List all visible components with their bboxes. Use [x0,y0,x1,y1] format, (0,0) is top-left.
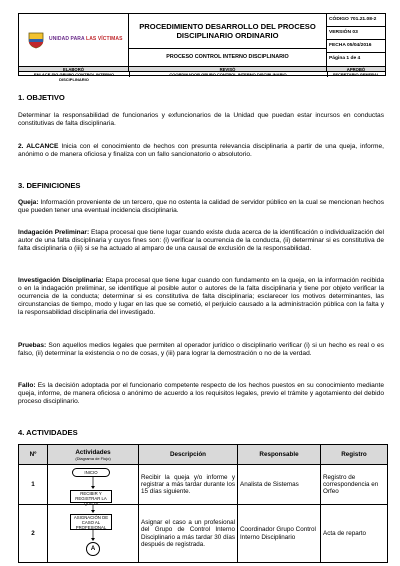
row-number: 1 [19,465,48,505]
flow-arrow-icon [90,505,96,514]
row-record: Registro de correspondencia en Orfeo [321,465,388,505]
definition-term: Queja: [18,199,39,206]
flow-step-receive: RECIBIR Y REGISTRAR LA QUEJA [70,490,112,503]
flow-start: INICIO [72,468,110,477]
flow-cell [48,465,139,505]
definition-queja [18,199,384,215]
logo-cell [19,14,129,66]
definition-term: Investigación Disciplinaria: [18,277,104,284]
row-responsible: Analista de Sistemas [238,465,321,505]
definition-text: Etapa procesal que tiene lugar cuando con fundamento en la queja, en la información recibida o en la indagación preliminar, se identifique al posible autor o autores de la falta disciplinaria y tiene por objeto verificar la ocurrencia de la conducta; determinar si es constitutiva de falta disciplinaria; esclarecer los motivos determinantes, las circunstancias de tiempo, modo y lugar en las que se cometió, el perjuicio causado a la administración pública con la falta y la responsabilidad disciplinaria del investigado. [18,277,384,317]
role-head-elaboro: ELABORÓ [19,67,129,72]
document-date: FECHA 05/04/2016 [327,40,385,53]
definition-text: Es la decisión adoptada por el funcionario competente respecto de los hechos puestos en su conocimiento mediante queja, informe, de manera oficiosa o anónimo de acuerdo a los requisitos legales, previo el trámite y agotamiento del debido proceso disciplinario. [18,382,384,406]
coat-of-arms-icon [26,30,46,50]
flow-arrow-icon [90,530,96,542]
section-objetivo-text: Determinar la responsabilidad de funcionarios y exfuncionarios de la Unidad que puedan estar incursos en conductas constitutivas de falta disciplinaria. [18,112,384,128]
col-activities-sublabel: (Diagrama de Flujo) [75,455,111,461]
definition-text: Son aquellos medios legales que permiten al operador jurídico o disciplinario verificar (i) si un hecho es real o es falso, (ii) determinar la existencia o no de cosas, y (iii) para lograr la demostración o no de la verdad. [18,342,384,358]
document-code: CÓDIGO 701.21.08-2 [327,14,385,27]
document-meta [327,14,385,66]
approval-roles [19,66,385,82]
role-value-reviso: COORDINADOR GRUPO CONTROL INTERNO DISCIPLINARIO [129,72,328,77]
table-header-row [19,445,388,465]
definition-term: Indagación Preliminar: [18,229,90,236]
section-actividades-title: 4. ACTIVIDADES [18,428,78,437]
role-value-aprobo: SECRETARIO GENERAL [332,72,380,77]
row-description: Asignar el caso a un profesional del Grupo de Control Interno Disciplinario a más tardar 30 días después de registrada. [139,505,238,563]
col-activities-label: Actividades [75,448,111,456]
activities-table [18,444,388,563]
row-description: Recibir la queja y/o informe y registrar a más tardar durante los 15 días siguiente. [139,465,238,505]
definition-investigacion [18,277,384,317]
document-header [18,13,386,82]
brand-text [49,36,123,42]
col-activities [48,445,139,465]
role-head-reviso: REVISÓ [129,67,327,72]
row-responsible: Coordinador Grupo Control Interno Disciplinario [238,505,321,563]
alcance-text: Inicia con el conocimiento de hechos con presunta relevancia disciplinaria a partir de una queja, informe, anónimo o de manera oficiosa y finaliza con un fallo sancionatorio o absolutorio. [18,143,384,159]
document-subtitle: PROCESO CONTROL INTERNO DISCIPLINARIO [129,49,327,66]
flow-step-assign: ASIGNACIÓN DE CASO AL PROFESIONAL [70,514,112,530]
definition-text: Etapa procesal que tiene lugar cuando existe duda acerca de la identificación o individualización del autor de una falta disciplinaria y cuyos fines son: (i) verificar la ocurrencia de la conducta, (ii) determinar si es constitutiva de falta disciplinaria o (iii) si se ha actuado al amparo de una causal de exclusión de la responsabilidad. [18,229,384,253]
flow-arrow-icon [90,477,96,490]
col-responsible: Responsable [238,445,321,465]
flow-cell [48,505,139,563]
row-record: Acta de reparto [321,505,388,563]
brand-prefix: UNIDAD PARA [49,36,87,42]
col-description: Descripción [139,445,238,465]
col-num: Nº [19,445,48,465]
definition-pruebas [18,342,384,358]
table-row [19,465,388,505]
section-alcance [18,143,384,159]
document-version: VERSIÓN 03 [327,27,385,40]
role-value-elaboro: ENLACE SIG GRUPO CONTROL INTERNO DISCIPLINARIO [19,72,130,77]
definition-term: Pruebas: [18,342,47,349]
role-head-aprobo: APROBÓ [327,67,385,72]
definition-term: Fallo: [18,382,36,389]
page-number: Página 1 de 4 [329,56,361,61]
section-definiciones-title: 3. DEFINICIONES [18,181,81,190]
row-number: 2 [19,505,48,563]
definition-indagacion [18,229,384,253]
col-record: Registro [321,445,388,465]
alcance-label: 2. ALCANCE [18,143,59,150]
document-title: PROCEDIMIENTO DESARROLLO DEL PROCESO DISCIPLINARIO ORDINARIO [129,14,327,49]
flow-connector: A [86,542,100,556]
section-objetivo-title: 1. OBJETIVO [18,93,65,102]
definition-fallo [18,382,384,406]
table-row [19,505,388,563]
definition-text: Información proveniente de un tercero, que no ostenta la calidad de servidor público en la cual se mencionan hechos que pueden tener una eventual incidencia disciplinaria. [18,199,384,215]
brand-emphasis: LAS VÍCTIMAS [86,36,123,42]
